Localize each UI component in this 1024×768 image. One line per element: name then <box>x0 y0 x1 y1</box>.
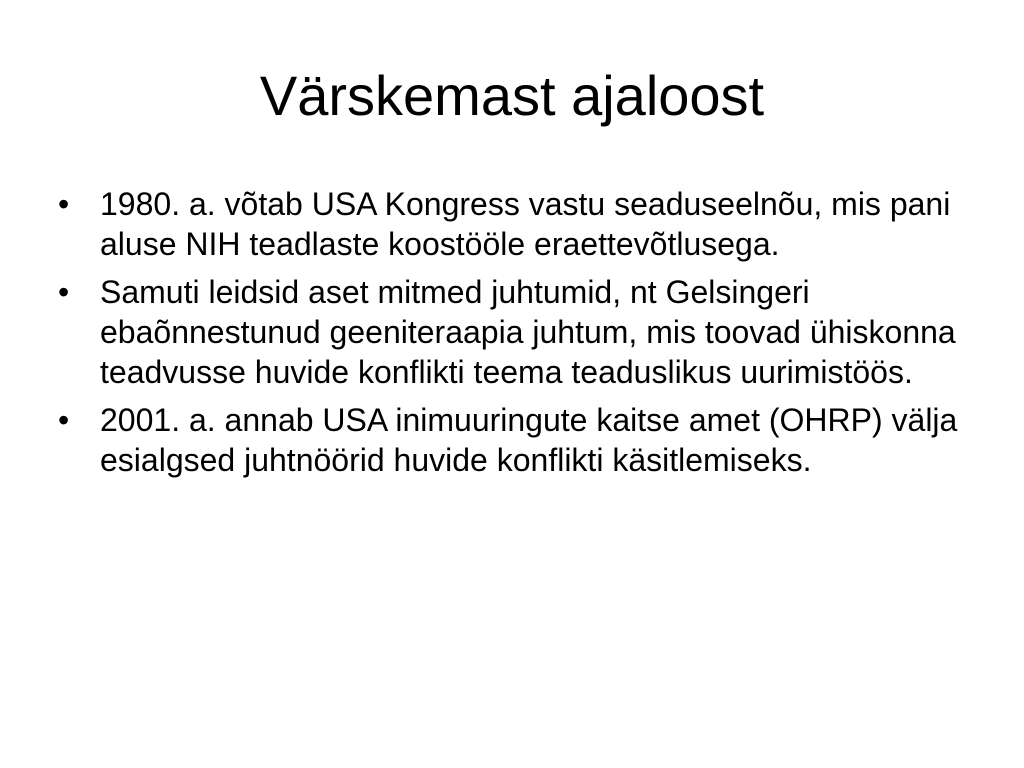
bullet-dot-icon: • <box>58 186 70 222</box>
bullet-item-2 <box>56 272 976 392</box>
bullet-list <box>56 184 976 488</box>
bullet-text-3: 2001. a. annab USA inimuuringute kaitse amet (OHRP) välja esialgsed juhtnöörid huvide konflikti käsitlemiseks. <box>100 402 958 478</box>
bullet-dot-icon: • <box>58 402 70 438</box>
slide-title: Värskemast ajaloost <box>259 64 765 127</box>
bullet-text-1: 1980. a. võtab USA Kongress vastu seaduseelnõu, mis pani aluse NIH teadlaste koostööle eraettevõtlusega. <box>100 186 951 262</box>
bullet-text-2: Samuti leidsid aset mitmed juhtumid, nt Gelsingeri ebaõnnestunud geeniteraapia juhtum, mis toovad ühiskonna teadvusse huvide konflikti teema teaduslikus uurimistöös. <box>100 274 956 390</box>
bullet-item-3 <box>56 400 976 480</box>
bullet-item-1 <box>56 184 976 264</box>
bullet-dot-icon: • <box>58 274 70 310</box>
